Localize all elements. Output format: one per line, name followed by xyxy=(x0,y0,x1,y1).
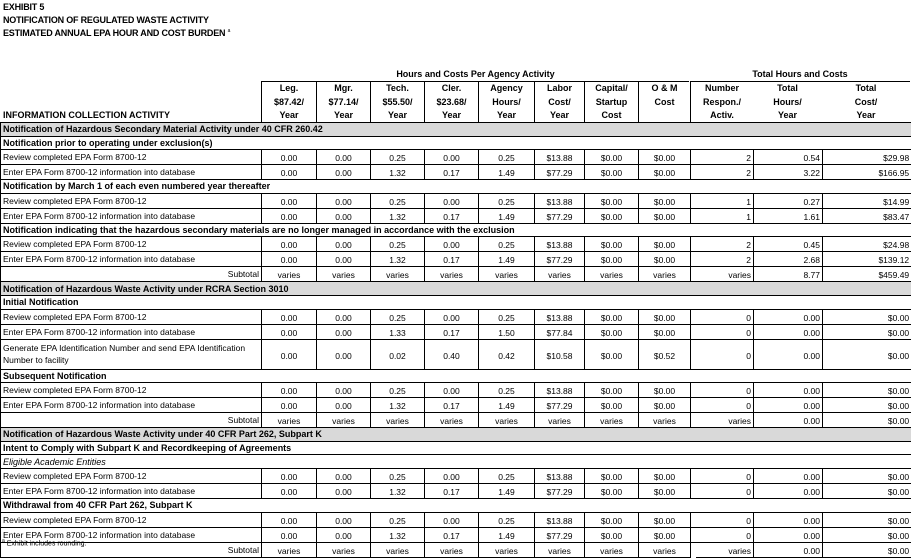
table-cell: $77.29 xyxy=(535,208,585,223)
table-cell: 1 xyxy=(696,193,754,208)
table-cell: 0 xyxy=(696,383,754,398)
table-cell: varies xyxy=(479,267,535,282)
table-cell: $0.00 xyxy=(585,512,639,527)
table-cell: 0.25 xyxy=(479,468,535,483)
table-cell: 1.49 xyxy=(479,527,535,542)
table-cell: 2 xyxy=(696,150,754,165)
table-cell: varies xyxy=(696,542,754,557)
table-row xyxy=(1,150,911,165)
table-cell: $83.47 xyxy=(823,208,911,223)
table-cell: 0.00 xyxy=(754,413,823,428)
table-cell: $29.98 xyxy=(823,150,911,165)
col-header-cler: Cler. $23.68/ Year xyxy=(424,82,478,122)
section-heading: Notification of Hazardous Waste Activity under 40 CFR Part 262, Subpart K xyxy=(1,428,911,442)
group-header-per-activity: Hours and Costs Per Agency Activity xyxy=(261,69,690,79)
table-cell: 0.00 xyxy=(262,512,317,527)
table-cell: $0.00 xyxy=(585,309,639,324)
table-cell: $0.00 xyxy=(639,398,691,413)
table-row xyxy=(1,165,911,180)
table-row xyxy=(1,180,911,194)
exhibit-title: NOTIFICATION OF REGULATED WASTE ACTIVITY xyxy=(3,15,209,25)
table-row xyxy=(1,208,911,223)
table-row xyxy=(1,441,911,455)
table-cell: 1.49 xyxy=(479,483,535,498)
section-heading: Notification of Hazardous Waste Activity under RCRA Section 3010 xyxy=(1,282,911,296)
table-cell: 8.77 xyxy=(754,267,823,282)
activity-label: Review completed EPA Form 8700-12 xyxy=(1,309,262,324)
exhibit-number: EXHIBIT 5 xyxy=(3,2,44,12)
table-cell: $0.00 xyxy=(639,150,691,165)
footnote: $^a$ Exhibit includes rounding. xyxy=(2,538,87,547)
table-cell: varies xyxy=(639,267,691,282)
table-cell: 0 xyxy=(696,512,754,527)
table-cell: $0.00 xyxy=(639,527,691,542)
table-cell: $13.88 xyxy=(535,309,585,324)
table-cell: $0.00 xyxy=(823,398,911,413)
table-cell: 0.25 xyxy=(371,237,425,252)
table-cell: 2.68 xyxy=(754,252,823,267)
table-cell: $0.00 xyxy=(639,483,691,498)
table-cell: 0.00 xyxy=(317,527,371,542)
table-cell: varies xyxy=(696,267,754,282)
table-cell: varies xyxy=(262,413,317,428)
table-cell: $24.98 xyxy=(823,237,911,252)
table-cell: $0.00 xyxy=(585,339,639,369)
table-cell: varies xyxy=(262,542,317,557)
table-cell: 0.00 xyxy=(317,483,371,498)
exhibit-subtitle: ESTIMATED ANNUAL EPA HOUR AND COST BURDEN $^a$ xyxy=(3,28,230,38)
table-cell: $77.84 xyxy=(535,324,585,339)
table-cell: 0.00 xyxy=(754,512,823,527)
table-row xyxy=(1,223,911,237)
table-cell: varies xyxy=(317,413,371,428)
table-cell: 2 xyxy=(696,252,754,267)
table-cell: 1.50 xyxy=(479,324,535,339)
table-cell: $0.00 xyxy=(585,468,639,483)
table-cell: $13.88 xyxy=(535,468,585,483)
subtotal-label: Subtotal xyxy=(1,267,262,282)
table-cell: 0.00 xyxy=(262,383,317,398)
table-cell: 0.00 xyxy=(754,309,823,324)
table-cell: 0.25 xyxy=(371,468,425,483)
table-cell: varies xyxy=(262,267,317,282)
col-header-leg: Leg. $87.42/ Year xyxy=(261,82,316,122)
table-cell: varies xyxy=(639,542,691,557)
table-cell: 0.25 xyxy=(479,237,535,252)
subsection-heading: Initial Notification xyxy=(1,295,911,309)
table-cell: 0.00 xyxy=(425,383,479,398)
table-cell: 0.00 xyxy=(317,150,371,165)
table-cell: $0.00 xyxy=(639,237,691,252)
table-cell: 0.00 xyxy=(754,398,823,413)
table-cell: $166.95 xyxy=(823,165,911,180)
activity-label: Review completed EPA Form 8700-12 xyxy=(1,150,262,165)
activity-label: Enter EPA Form 8700-12 information into database xyxy=(1,483,262,498)
table-row xyxy=(1,512,911,527)
table-cell: $0.00 xyxy=(823,468,911,483)
table-cell: 0.17 xyxy=(425,527,479,542)
col-header-capital-startup: Capital/ Startup Cost xyxy=(584,82,638,122)
table-cell: $0.00 xyxy=(823,324,911,339)
table-cell: varies xyxy=(479,413,535,428)
table-cell: $0.00 xyxy=(639,383,691,398)
table-cell: 1.33 xyxy=(371,324,425,339)
table-cell: 0.00 xyxy=(754,324,823,339)
table-cell: $0.00 xyxy=(823,339,911,369)
table-cell: 0.40 xyxy=(425,339,479,369)
activity-label: Review completed EPA Form 8700-12 xyxy=(1,468,262,483)
activity-label: Review completed EPA Form 8700-12 xyxy=(1,383,262,398)
table-cell: 0.00 xyxy=(754,468,823,483)
table-cell: 0 xyxy=(696,324,754,339)
table-cell: varies xyxy=(425,267,479,282)
table-cell: 0.17 xyxy=(425,252,479,267)
table-cell: 0.25 xyxy=(479,309,535,324)
activity-label: Review completed EPA Form 8700-12 xyxy=(1,512,262,527)
table-cell: $0.00 xyxy=(585,398,639,413)
table-cell: 0 xyxy=(696,398,754,413)
table-cell: 0.00 xyxy=(262,165,317,180)
burden-table xyxy=(0,122,911,558)
table-cell: $13.88 xyxy=(535,193,585,208)
table-cell: 0.17 xyxy=(425,208,479,223)
table-cell: varies xyxy=(479,542,535,557)
table-cell: $0.52 xyxy=(639,339,691,369)
section-heading: Notification of Hazardous Secondary Material Activity under 40 CFR 260.42 xyxy=(1,123,911,137)
table-cell: 0.17 xyxy=(425,324,479,339)
table-cell: 0.25 xyxy=(479,383,535,398)
table-row xyxy=(1,383,911,398)
table-cell: $0.00 xyxy=(639,208,691,223)
table-cell: $77.29 xyxy=(535,483,585,498)
table-cell: $13.88 xyxy=(535,383,585,398)
table-cell: 0.00 xyxy=(317,208,371,223)
table-cell: $0.00 xyxy=(639,324,691,339)
table-cell: $13.88 xyxy=(535,237,585,252)
table-cell: varies xyxy=(317,267,371,282)
table-cell: $0.00 xyxy=(585,324,639,339)
table-cell: 0 xyxy=(696,468,754,483)
activity-label: Enter EPA Form 8700-12 information into database xyxy=(1,324,262,339)
table-row xyxy=(1,237,911,252)
table-cell: 0.17 xyxy=(425,165,479,180)
table-row xyxy=(1,468,911,483)
col-header-total-hours: Total Hours/ Year xyxy=(753,82,822,122)
table-cell: varies xyxy=(535,413,585,428)
table-cell: varies xyxy=(696,413,754,428)
table-cell: 0.00 xyxy=(317,237,371,252)
table-cell: $13.88 xyxy=(535,150,585,165)
table-cell: 2 xyxy=(696,237,754,252)
table-cell: 0.00 xyxy=(317,324,371,339)
table-cell: 1.49 xyxy=(479,252,535,267)
table-cell: 0.00 xyxy=(754,527,823,542)
table-cell: 0.00 xyxy=(317,252,371,267)
table-row xyxy=(1,324,911,339)
table-cell: 0.45 xyxy=(754,237,823,252)
table-cell: 0.00 xyxy=(425,309,479,324)
table-cell: 0.00 xyxy=(317,383,371,398)
table-cell: $77.29 xyxy=(535,252,585,267)
table-cell: 0.00 xyxy=(317,398,371,413)
table-cell: 0.00 xyxy=(754,383,823,398)
table-row xyxy=(1,339,911,369)
table-row xyxy=(1,413,911,428)
table-cell: 0.00 xyxy=(262,339,317,369)
table-cell: varies xyxy=(585,267,639,282)
table-cell: 0.00 xyxy=(754,339,823,369)
table-cell: 0 xyxy=(696,527,754,542)
activity-label: Enter EPA Form 8700-12 information into database xyxy=(1,165,262,180)
table-row xyxy=(1,282,911,296)
table-cell: $0.00 xyxy=(823,383,911,398)
table-cell: varies xyxy=(585,413,639,428)
table-cell: 1.32 xyxy=(371,527,425,542)
table-cell: $0.00 xyxy=(823,527,911,542)
col-header-agency-hours: Agency Hours/ Year xyxy=(478,82,534,122)
table-cell: 2 xyxy=(696,165,754,180)
table-cell: $0.00 xyxy=(639,309,691,324)
table-cell: 1.32 xyxy=(371,483,425,498)
table-cell: 0.25 xyxy=(371,150,425,165)
table-cell: varies xyxy=(585,542,639,557)
table-cell: varies xyxy=(317,542,371,557)
table-cell: $0.00 xyxy=(639,468,691,483)
table-cell: $0.00 xyxy=(585,483,639,498)
table-cell: 1 xyxy=(696,208,754,223)
table-cell: 1.49 xyxy=(479,165,535,180)
table-cell: varies xyxy=(639,413,691,428)
table-cell: $0.00 xyxy=(639,165,691,180)
table-row xyxy=(1,498,911,512)
table-cell: 1.32 xyxy=(371,208,425,223)
subsection-heading: Notification by March 1 of each even numbered year thereafter xyxy=(1,180,911,194)
table-cell: $0.00 xyxy=(585,237,639,252)
table-cell: $0.00 xyxy=(585,208,639,223)
table-cell: varies xyxy=(371,542,425,557)
table-row xyxy=(1,527,911,542)
table-cell: 0.17 xyxy=(425,483,479,498)
table-cell: $0.00 xyxy=(585,165,639,180)
col-header-mgr: Mgr. $77.14/ Year xyxy=(316,82,370,122)
activity-label: Enter EPA Form 8700-12 information into database xyxy=(1,208,262,223)
table-cell: 0.00 xyxy=(317,339,371,369)
table-cell: varies xyxy=(371,267,425,282)
table-cell: 0.00 xyxy=(262,252,317,267)
table-cell: 0.00 xyxy=(262,150,317,165)
table-row xyxy=(1,428,911,442)
table-cell: 0.00 xyxy=(425,150,479,165)
table-cell: 0.42 xyxy=(479,339,535,369)
table-cell: 0.17 xyxy=(425,398,479,413)
table-cell: $0.00 xyxy=(823,483,911,498)
table-cell: $13.88 xyxy=(535,512,585,527)
table-cell: 0.00 xyxy=(262,324,317,339)
table-row xyxy=(1,542,911,557)
table-cell: 0.00 xyxy=(425,468,479,483)
table-cell: $0.00 xyxy=(585,527,639,542)
subtotal-label: Subtotal xyxy=(1,542,262,557)
table-cell: 0 xyxy=(696,483,754,498)
table-cell: 0.00 xyxy=(425,512,479,527)
table-row xyxy=(1,309,911,324)
table-cell: 1.49 xyxy=(479,398,535,413)
table-cell: $0.00 xyxy=(823,413,911,428)
table-row xyxy=(1,398,911,413)
activity-label: Enter EPA Form 8700-12 information into database xyxy=(1,527,262,542)
table-cell: 0.25 xyxy=(371,512,425,527)
table-cell: $0.00 xyxy=(823,309,911,324)
table-cell: $77.29 xyxy=(535,165,585,180)
table-cell: varies xyxy=(371,413,425,428)
col-header-number-respondents: Number Respon./ Activ. xyxy=(690,82,753,122)
subsection-heading: Eligible Academic Entities xyxy=(1,455,911,469)
table-row xyxy=(1,267,911,282)
table-cell: 0.25 xyxy=(371,193,425,208)
table-cell: $0.00 xyxy=(639,512,691,527)
table-cell: 0.00 xyxy=(262,208,317,223)
table-cell: 0.54 xyxy=(754,150,823,165)
activity-label: Review completed EPA Form 8700-12 xyxy=(1,193,262,208)
activity-label: Enter EPA Form 8700-12 information into database xyxy=(1,252,262,267)
table-row xyxy=(1,369,911,383)
table-cell: 0.25 xyxy=(479,150,535,165)
col-header-om-cost: O & M Cost xyxy=(638,82,690,122)
table-cell: $0.00 xyxy=(585,383,639,398)
table-cell: $459.49 xyxy=(823,267,911,282)
table-cell: 0.00 xyxy=(425,237,479,252)
table-cell: 0.00 xyxy=(317,309,371,324)
table-cell: 0 xyxy=(696,339,754,369)
table-cell: $0.00 xyxy=(639,193,691,208)
table-cell: $139.12 xyxy=(823,252,911,267)
table-cell: 0.00 xyxy=(262,193,317,208)
table-cell: 0.00 xyxy=(425,193,479,208)
table-row xyxy=(1,483,911,498)
activity-column-header: INFORMATION COLLECTION ACTIVITY xyxy=(3,110,170,120)
table-cell: 0.00 xyxy=(262,527,317,542)
table-cell: 0.00 xyxy=(317,193,371,208)
subtotal-label: Subtotal xyxy=(1,413,262,428)
table-cell: $77.29 xyxy=(535,527,585,542)
table-cell: 0.00 xyxy=(262,483,317,498)
table-cell: 1.32 xyxy=(371,252,425,267)
table-cell: 0.00 xyxy=(262,468,317,483)
col-header-tech: Tech. $55.50/ Year xyxy=(370,82,424,122)
table-cell: 0.25 xyxy=(479,512,535,527)
table-row xyxy=(1,193,911,208)
table-cell: $14.99 xyxy=(823,193,911,208)
table-cell: $77.29 xyxy=(535,398,585,413)
table-cell: $10.58 xyxy=(535,339,585,369)
table-cell: varies xyxy=(535,267,585,282)
table-cell: 1.49 xyxy=(479,208,535,223)
table-cell: varies xyxy=(535,542,585,557)
table-cell: $0.00 xyxy=(585,193,639,208)
subsection-heading: Intent to Comply with Subpart K and Recordkeeping of Agreements xyxy=(1,441,911,455)
table-row xyxy=(1,136,911,150)
table-cell: varies xyxy=(425,542,479,557)
table-row xyxy=(1,123,911,137)
table-cell: $0.00 xyxy=(639,252,691,267)
subsection-heading: Notification prior to operating under exclusion(s) xyxy=(1,136,911,150)
table-cell: 0.25 xyxy=(371,383,425,398)
table-cell: 0.00 xyxy=(317,468,371,483)
table-cell: 3.22 xyxy=(754,165,823,180)
table-cell: 0.00 xyxy=(754,483,823,498)
table-cell: 0.00 xyxy=(317,512,371,527)
table-cell: $0.00 xyxy=(585,252,639,267)
table-cell: 0.00 xyxy=(262,309,317,324)
table-cell: 0.00 xyxy=(317,165,371,180)
group-header-totals: Total Hours and Costs xyxy=(690,69,910,79)
table-cell: 1.32 xyxy=(371,165,425,180)
table-cell: 0.00 xyxy=(262,237,317,252)
table-cell: $0.00 xyxy=(585,150,639,165)
col-header-labor-cost: Labor Cost/ Year xyxy=(534,82,584,122)
table-cell: $0.00 xyxy=(823,512,911,527)
table-cell: 0.27 xyxy=(754,193,823,208)
activity-label: Generate EPA Identification Number and send EPA Identification Number to facility xyxy=(1,339,262,369)
col-header-total-cost: Total Cost/ Year xyxy=(822,82,910,122)
subsection-heading: Withdrawal from 40 CFR Part 262, Subpart K xyxy=(1,498,911,512)
table-cell: 0 xyxy=(696,309,754,324)
activity-label: Enter EPA Form 8700-12 information into database xyxy=(1,398,262,413)
subsection-heading: Notification indicating that the hazardous secondary materials are no longer managed in accordance with the exclusion xyxy=(1,223,911,237)
footnote-marker: a xyxy=(228,28,231,34)
table-row xyxy=(1,455,911,469)
table-cell: 0.02 xyxy=(371,339,425,369)
table-row xyxy=(1,252,911,267)
activity-label: Review completed EPA Form 8700-12 xyxy=(1,237,262,252)
table-cell: $0.00 xyxy=(823,542,911,557)
table-cell: varies xyxy=(425,413,479,428)
table-cell: 0.00 xyxy=(262,398,317,413)
table-cell: 0.25 xyxy=(371,309,425,324)
table-cell: 0.00 xyxy=(754,542,823,557)
subsection-heading: Subsequent Notification xyxy=(1,369,911,383)
table-cell: 0.25 xyxy=(479,193,535,208)
table-cell: 1.32 xyxy=(371,398,425,413)
table-row xyxy=(1,295,911,309)
table-cell: 1.61 xyxy=(754,208,823,223)
